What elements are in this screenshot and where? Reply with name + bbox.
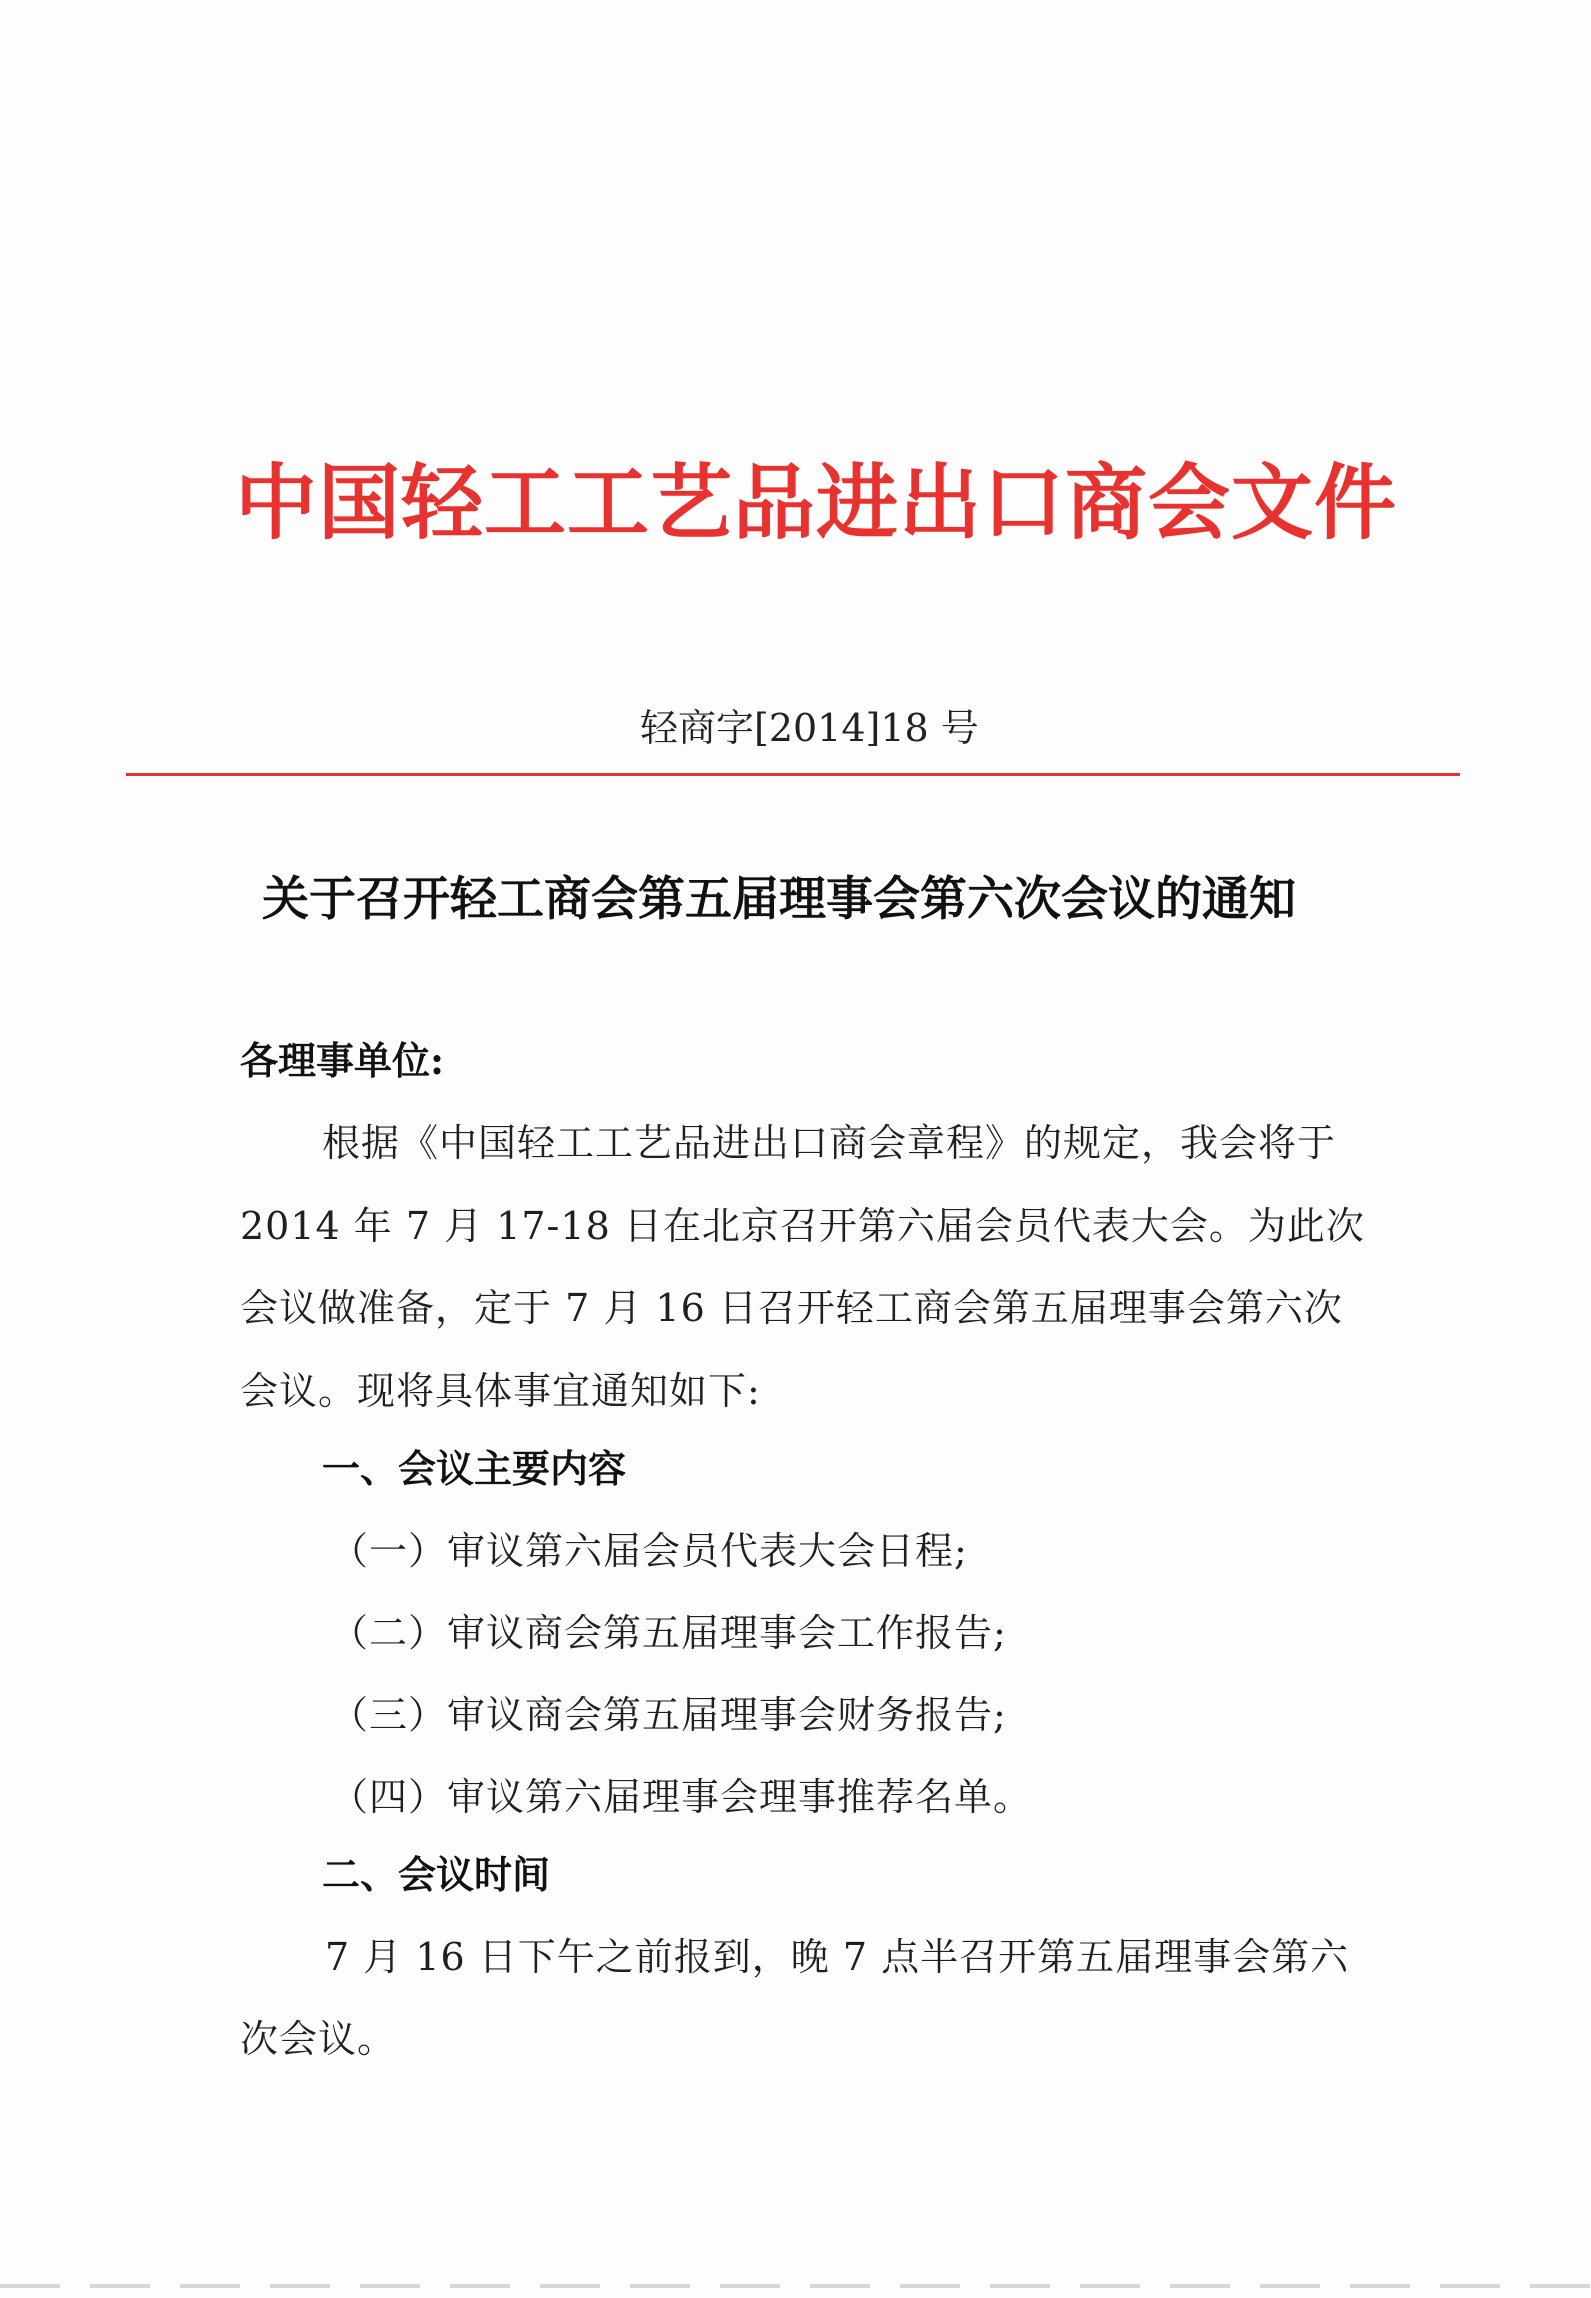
red-divider-line (126, 773, 1460, 776)
notice-title: 关于召开轻工商会第五届理事会第六次会议的通知 (262, 872, 1296, 927)
intro-line-1: 根据《中国轻工工艺品进出口商会章程》的规定，我会将于 (322, 1121, 1337, 1165)
section-heading-content: 一、会议主要内容 (322, 1446, 627, 1491)
intro-line-3: 会议做准备，定于 7 月 16 日召开轻工商会第五届理事会第六次 (240, 1286, 1343, 1330)
intro-line-2: 2014 年 7 月 17-18 日在北京召开第六届会员代表大会。为此次 (240, 1204, 1365, 1248)
agenda-item-1: （一）审议第六届会员代表大会日程; (330, 1529, 968, 1573)
page-bottom-edge (0, 2284, 1591, 2288)
masthead-title: 中国轻工工艺品进出口商会文件 (235, 455, 1398, 551)
time-line-1: 7 月 16 日下午之前报到，晚 7 点半召开第五届理事会第六 (325, 1935, 1350, 1979)
section-heading-time: 二、会议时间 (322, 1852, 551, 1897)
agenda-item-3: （三）审议商会第五届理事会财务报告; (330, 1693, 1007, 1737)
agenda-item-4: （四）审议第六届理事会理事推荐名单。 (330, 1775, 1033, 1819)
salutation: 各理事单位: (240, 1038, 445, 1083)
time-line-2: 次会议。 (240, 2017, 397, 2061)
agenda-item-2: （二）审议商会第五届理事会工作报告; (330, 1611, 1007, 1655)
document-number: 轻商字[2014]18 号 (640, 706, 979, 750)
intro-line-4: 会议。现将具体事宜通知如下: (240, 1369, 761, 1413)
